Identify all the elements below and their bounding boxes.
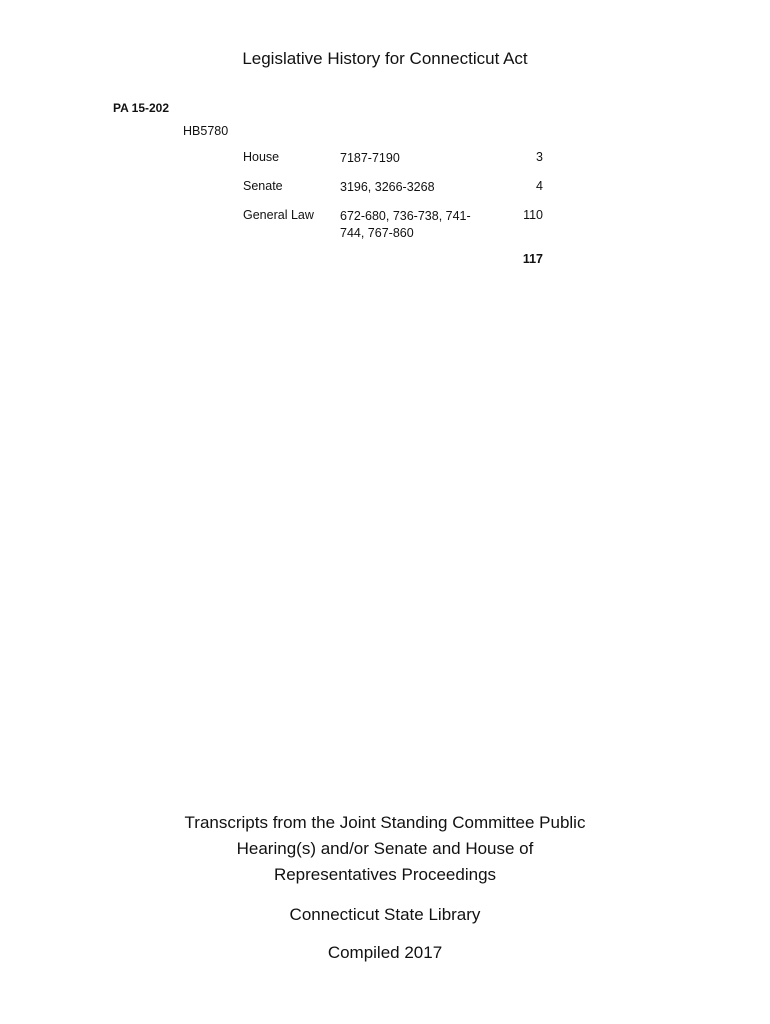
legislative-history-table (243, 150, 543, 276)
footer-block (0, 810, 770, 966)
chamber-cell: House (243, 150, 280, 164)
chamber-cell: Senate (243, 179, 283, 193)
act-number: PA 15-202 (113, 101, 170, 115)
compiled-year: Compiled 2017 (327, 943, 443, 962)
library-name: Connecticut State Library (289, 905, 481, 924)
table-row (243, 150, 543, 179)
table-row (243, 208, 543, 252)
total-row (243, 252, 543, 276)
table-row (243, 179, 543, 208)
chamber-cell: General Law (243, 208, 314, 222)
pages-cell: 3196, 3266-3268 (340, 180, 435, 194)
bill-number: HB5780 (183, 124, 229, 138)
transcripts-description: Transcripts from the Joint Standing Committee Public Hearing(s) and/or Senate and House of Representatives Proceedings (184, 813, 586, 884)
total-page-count: 117 (522, 252, 543, 266)
document-title: Legislative History for Connecticut Act (242, 49, 528, 68)
pages-cell: 672-680, 736-738, 741-744, 767-860 (340, 209, 471, 240)
page-count-cell: 3 (536, 150, 543, 164)
page-count-cell: 4 (536, 179, 543, 193)
page-count-cell: 110 (523, 208, 543, 222)
pages-cell: 7187-7190 (340, 151, 400, 165)
